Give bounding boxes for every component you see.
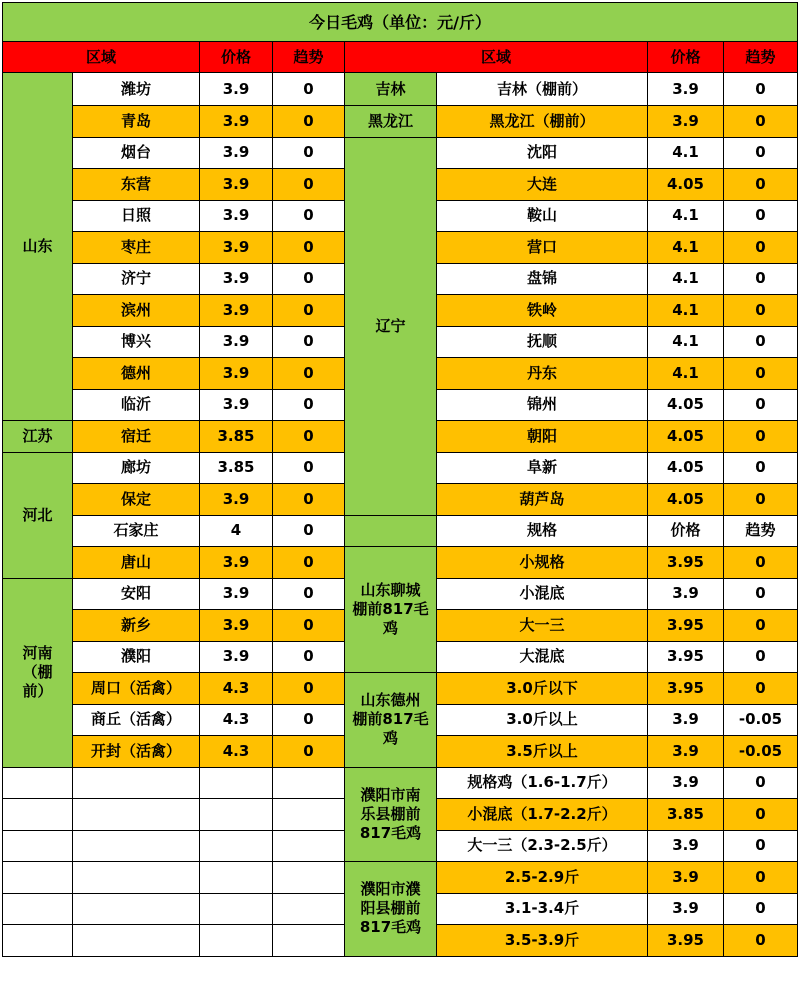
left-place-cell: 博兴: [73, 327, 200, 359]
left-trend-cell: 0: [273, 264, 345, 296]
right-trend-cell: 0: [724, 484, 798, 516]
left-trend-cell: 0: [273, 232, 345, 264]
left-trend-cell: 0: [273, 453, 345, 485]
right-price-cell: 3.9: [648, 106, 724, 138]
right-place-cell: 大混底: [437, 642, 648, 674]
right-trend-cell: 0: [724, 610, 798, 642]
left-price-cell: 3.9: [200, 390, 273, 422]
left-trend-cell: 0: [273, 610, 345, 642]
right-price-cell: 4.1: [648, 295, 724, 327]
empty-cell: [2, 799, 73, 831]
left-price-cell: 4.3: [200, 736, 273, 768]
left-region-cell: 河南 （棚 前）: [2, 579, 73, 768]
left-header-region: 区域: [2, 42, 200, 73]
left-price-cell: 3.9: [200, 295, 273, 327]
left-trend-cell: 0: [273, 390, 345, 422]
right-place-cell: 3.0斤以下: [437, 673, 648, 705]
right-trend-cell: 0: [724, 799, 798, 831]
empty-cell: [200, 831, 273, 863]
left-place-cell: 枣庄: [73, 232, 200, 264]
right-place-cell: 吉林（棚前）: [437, 73, 648, 106]
right-place-cell: 3.0斤以上: [437, 705, 648, 737]
right-price-cell: 4.05: [648, 484, 724, 516]
right-price-cell: 3.9: [648, 736, 724, 768]
left-place-cell: 济宁: [73, 264, 200, 296]
empty-cell: [73, 799, 200, 831]
right-place-cell: 3.1-3.4斤: [437, 894, 648, 926]
left-region-cell: 江苏: [2, 421, 73, 453]
left-price-cell: 3.9: [200, 138, 273, 170]
left-price-cell: 3.9: [200, 73, 273, 106]
left-place-cell: 东营: [73, 169, 200, 201]
empty-cell: [200, 925, 273, 957]
left-trend-cell: 0: [273, 673, 345, 705]
left-trend-cell: 0: [273, 579, 345, 611]
left-price-cell: 3.9: [200, 201, 273, 233]
right-trend-cell: 0: [724, 201, 798, 233]
right-place-cell: 黑龙江（棚前）: [437, 106, 648, 138]
right-trend-cell: 0: [724, 642, 798, 674]
left-price-cell: 3.9: [200, 106, 273, 138]
right-place-cell: 抚顺: [437, 327, 648, 359]
empty-cell: [73, 831, 200, 863]
left-price-cell: 4.3: [200, 705, 273, 737]
left-trend-cell: 0: [273, 201, 345, 233]
right-trend-cell: 0: [724, 673, 798, 705]
right-trend-cell: 0: [724, 421, 798, 453]
left-region-cell: 河北: [2, 453, 73, 579]
right-place-cell: 丹东: [437, 358, 648, 390]
left-region-cell: 山东: [2, 73, 73, 421]
right-header-trend: 趋势: [724, 42, 798, 73]
left-trend-cell: 0: [273, 705, 345, 737]
right-region-cell: 濮阳市濮 阳县棚前 817毛鸡: [345, 862, 437, 957]
left-place-cell: 周口（活禽）: [73, 673, 200, 705]
right-place-cell: 小规格: [437, 547, 648, 579]
left-trend-cell: 0: [273, 484, 345, 516]
right-price-cell: 4.1: [648, 358, 724, 390]
right-price-cell: 3.85: [648, 799, 724, 831]
right-trend-cell: 0: [724, 579, 798, 611]
left-price-cell: 3.9: [200, 579, 273, 611]
left-price-cell: 4: [200, 516, 273, 548]
left-trend-cell: 0: [273, 547, 345, 579]
left-trend-cell: 0: [273, 516, 345, 548]
left-price-cell: 3.9: [200, 547, 273, 579]
left-price-cell: 3.9: [200, 232, 273, 264]
left-trend-cell: 0: [273, 138, 345, 170]
empty-cell: [273, 799, 345, 831]
empty-cell: [73, 894, 200, 926]
right-place-cell: 铁岭: [437, 295, 648, 327]
right-price-cell: 3.9: [648, 862, 724, 894]
right-region-cell: 辽宁: [345, 138, 437, 516]
right-price-cell: 4.05: [648, 453, 724, 485]
empty-cell: [2, 925, 73, 957]
right-price-cell: 4.1: [648, 327, 724, 359]
left-trend-cell: 0: [273, 421, 345, 453]
right-trend-cell: 0: [724, 73, 798, 106]
right-place-cell: 朝阳: [437, 421, 648, 453]
right-place-cell: 葫芦岛: [437, 484, 648, 516]
left-place-cell: 保定: [73, 484, 200, 516]
empty-cell: [73, 925, 200, 957]
left-place-cell: 宿迁: [73, 421, 200, 453]
empty-cell: [200, 894, 273, 926]
right-place-cell: 阜新: [437, 453, 648, 485]
left-place-cell: 唐山: [73, 547, 200, 579]
right-price-cell: 4.1: [648, 138, 724, 170]
right-header-region: 区域: [345, 42, 648, 73]
right-trend-cell: 0: [724, 768, 798, 800]
right-place-cell: 规格: [437, 516, 648, 548]
left-place-cell: 安阳: [73, 579, 200, 611]
empty-cell: [2, 862, 73, 894]
left-place-cell: 新乡: [73, 610, 200, 642]
right-price-cell: 3.9: [648, 579, 724, 611]
right-trend-cell: 0: [724, 264, 798, 296]
right-place-cell: 3.5-3.9斤: [437, 925, 648, 957]
right-trend-cell: 0: [724, 925, 798, 957]
left-trend-cell: 0: [273, 327, 345, 359]
left-trend-cell: 0: [273, 736, 345, 768]
empty-cell: [73, 768, 200, 800]
right-trend-cell: 0: [724, 295, 798, 327]
right-region-cell: [345, 516, 437, 548]
left-price-cell: 3.9: [200, 642, 273, 674]
right-price-cell: 3.95: [648, 642, 724, 674]
empty-cell: [273, 768, 345, 800]
left-trend-cell: 0: [273, 642, 345, 674]
page-title: 今日毛鸡（单位：元/斤）: [2, 2, 798, 42]
right-place-cell: 锦州: [437, 390, 648, 422]
right-place-cell: 大连: [437, 169, 648, 201]
right-trend-cell: 0: [724, 327, 798, 359]
right-price-cell: 3.9: [648, 894, 724, 926]
left-trend-cell: 0: [273, 169, 345, 201]
left-price-cell: 3.9: [200, 484, 273, 516]
empty-cell: [2, 894, 73, 926]
left-header-trend: 趋势: [273, 42, 345, 73]
right-price-cell: 3.9: [648, 705, 724, 737]
right-trend-cell: 0: [724, 169, 798, 201]
left-price-cell: 3.85: [200, 453, 273, 485]
right-place-cell: 规格鸡（1.6-1.7斤）: [437, 768, 648, 800]
empty-cell: [73, 862, 200, 894]
right-trend-cell: 0: [724, 547, 798, 579]
right-region-cell: 山东德州 棚前817毛 鸡: [345, 673, 437, 768]
empty-cell: [273, 862, 345, 894]
empty-cell: [2, 831, 73, 863]
right-region-cell: 黑龙江: [345, 106, 437, 138]
right-region-cell: 山东聊城 棚前817毛 鸡: [345, 547, 437, 673]
right-place-cell: 2.5-2.9斤: [437, 862, 648, 894]
left-price-cell: 3.85: [200, 421, 273, 453]
left-place-cell: 滨州: [73, 295, 200, 327]
left-price-cell: 3.9: [200, 327, 273, 359]
right-place-cell: 营口: [437, 232, 648, 264]
empty-cell: [200, 799, 273, 831]
right-place-cell: 小混底（1.7-2.2斤）: [437, 799, 648, 831]
left-place-cell: 临沂: [73, 390, 200, 422]
left-trend-cell: 0: [273, 106, 345, 138]
right-place-cell: 大一三: [437, 610, 648, 642]
left-place-cell: 商丘（活禽）: [73, 705, 200, 737]
right-region-cell: 濮阳市南 乐县棚前 817毛鸡: [345, 768, 437, 863]
right-price-cell: 3.95: [648, 547, 724, 579]
left-place-cell: 日照: [73, 201, 200, 233]
empty-cell: [273, 894, 345, 926]
left-price-cell: 3.9: [200, 169, 273, 201]
left-place-cell: 烟台: [73, 138, 200, 170]
right-trend-cell: 0: [724, 390, 798, 422]
right-place-cell: 小混底: [437, 579, 648, 611]
right-trend-cell: 0: [724, 862, 798, 894]
empty-cell: [273, 831, 345, 863]
empty-cell: [2, 768, 73, 800]
left-trend-cell: 0: [273, 73, 345, 106]
right-trend-cell: 0: [724, 831, 798, 863]
right-header-price: 价格: [648, 42, 724, 73]
left-place-cell: 廊坊: [73, 453, 200, 485]
right-price-cell: 4.05: [648, 169, 724, 201]
right-region-cell: 吉林: [345, 73, 437, 106]
right-price-cell: 3.9: [648, 831, 724, 863]
empty-cell: [200, 862, 273, 894]
left-place-cell: 青岛: [73, 106, 200, 138]
right-price-cell: 3.95: [648, 610, 724, 642]
right-price-cell: 4.05: [648, 421, 724, 453]
right-price-cell: 3.9: [648, 73, 724, 106]
right-price-cell: 4.1: [648, 264, 724, 296]
empty-cell: [273, 925, 345, 957]
left-header-price: 价格: [200, 42, 273, 73]
left-place-cell: 德州: [73, 358, 200, 390]
right-place-cell: 鞍山: [437, 201, 648, 233]
right-price-cell: 4.05: [648, 390, 724, 422]
right-trend-cell: 0: [724, 894, 798, 926]
right-price-cell: 4.1: [648, 201, 724, 233]
right-trend-cell: 0: [724, 358, 798, 390]
empty-cell: [200, 768, 273, 800]
right-price-cell: 价格: [648, 516, 724, 548]
right-place-cell: 盘锦: [437, 264, 648, 296]
right-trend-cell: 0: [724, 232, 798, 264]
left-price-cell: 3.9: [200, 264, 273, 296]
left-place-cell: 石家庄: [73, 516, 200, 548]
left-price-cell: 3.9: [200, 610, 273, 642]
left-place-cell: 开封（活禽）: [73, 736, 200, 768]
right-trend-cell: -0.05: [724, 736, 798, 768]
right-place-cell: 大一三（2.3-2.5斤）: [437, 831, 648, 863]
left-place-cell: 濮阳: [73, 642, 200, 674]
left-trend-cell: 0: [273, 358, 345, 390]
left-place-cell: 潍坊: [73, 73, 200, 106]
left-price-cell: 4.3: [200, 673, 273, 705]
left-price-cell: 3.9: [200, 358, 273, 390]
right-price-cell: 3.95: [648, 925, 724, 957]
right-trend-cell: 0: [724, 453, 798, 485]
right-trend-cell: 0: [724, 138, 798, 170]
right-price-cell: 3.9: [648, 768, 724, 800]
right-place-cell: 3.5斤以上: [437, 736, 648, 768]
right-price-cell: 3.95: [648, 673, 724, 705]
left-trend-cell: 0: [273, 295, 345, 327]
right-price-cell: 4.1: [648, 232, 724, 264]
right-trend-cell: -0.05: [724, 705, 798, 737]
right-trend-cell: 0: [724, 106, 798, 138]
right-trend-cell: 趋势: [724, 516, 798, 548]
right-place-cell: 沈阳: [437, 138, 648, 170]
